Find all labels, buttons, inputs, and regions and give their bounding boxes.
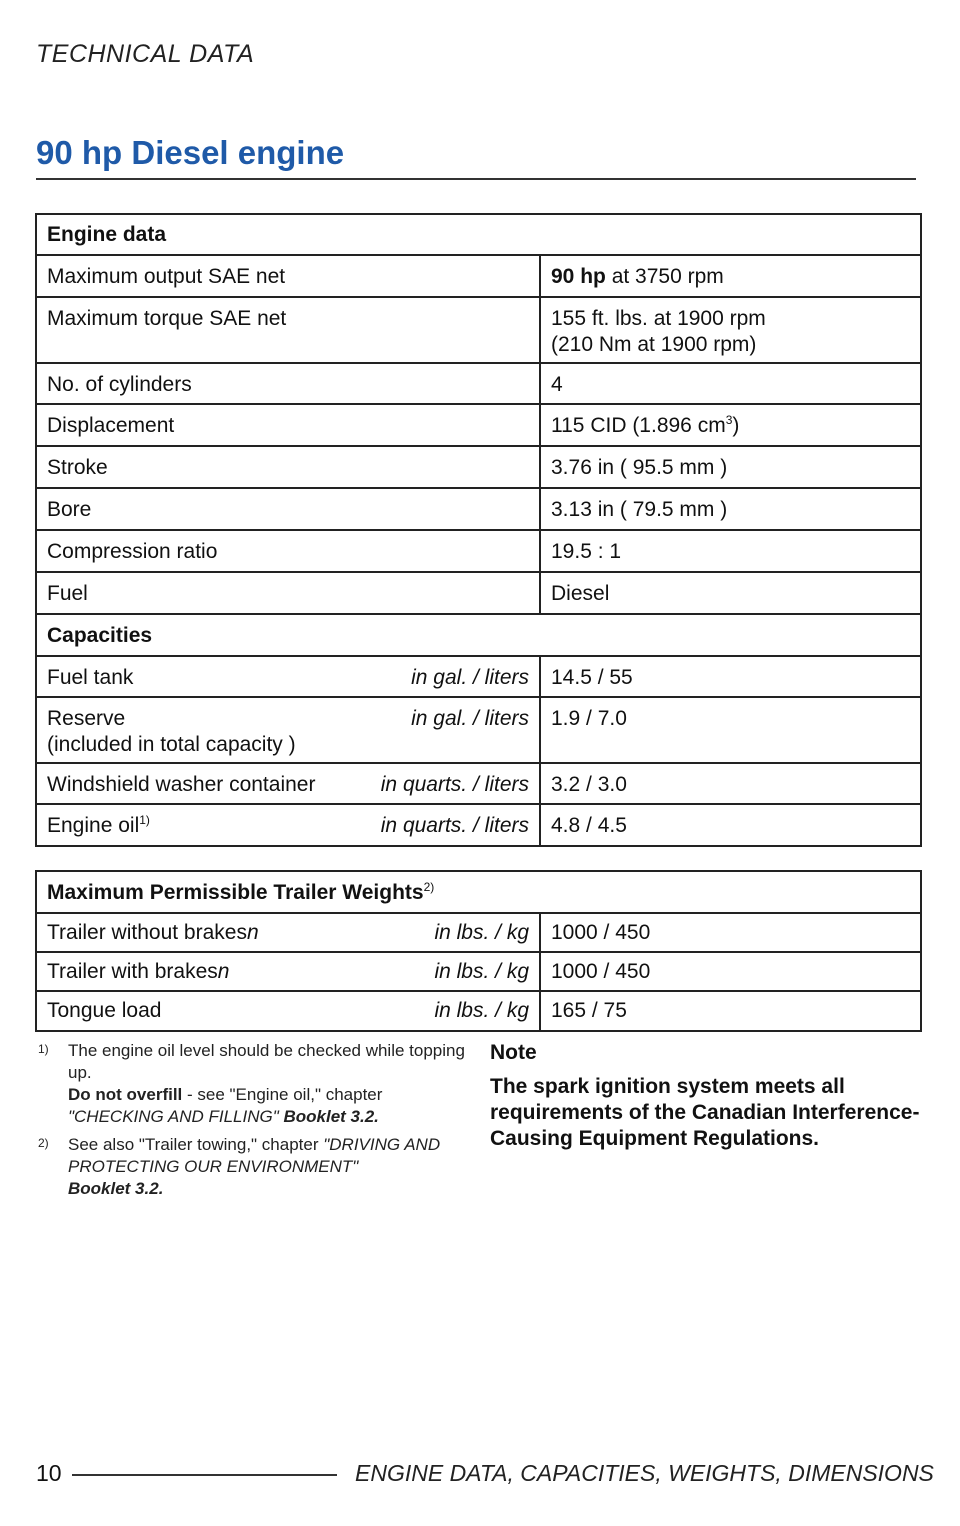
note-box bbox=[490, 1040, 930, 1152]
table-row-value: 1.9 / 7.0 bbox=[540, 697, 921, 763]
trailer-weights-table bbox=[35, 870, 922, 1032]
table-row-value: 4.8 / 4.5 bbox=[540, 804, 921, 846]
table-row-value: 1000 / 450 bbox=[540, 913, 921, 952]
table-row-label: Compression ratio bbox=[36, 530, 540, 572]
title-divider bbox=[36, 178, 916, 180]
table-row-value: 19.5 : 1 bbox=[540, 530, 921, 572]
table-row-label: Reserve (included in total capacity ) in gal. / liters bbox=[36, 697, 540, 763]
note-text: The spark ignition system meets all requirements of the Canadian Interference-Causing Equipment Regulations. bbox=[490, 1075, 920, 1150]
table-row-value: 4 bbox=[540, 363, 921, 404]
engine-data-heading: Engine data bbox=[36, 214, 921, 255]
footer-divider bbox=[72, 1474, 337, 1476]
table-row-label: Maximum torque SAE net bbox=[36, 297, 540, 363]
table-row-value: 14.5 / 55 bbox=[540, 656, 921, 697]
footnote-1: 1) The engine oil level should be checked while topping up. Do not overfill - see "Engine oil," chapter "CHECKING AND FILLING" Booklet 3.2. bbox=[38, 1041, 465, 1126]
table-row-value: 90 hp at 3750 rpm bbox=[540, 255, 921, 297]
engine-data-table bbox=[35, 213, 922, 847]
section-label: TECHNICAL DATA bbox=[36, 40, 255, 68]
note-title: Note bbox=[490, 1041, 537, 1064]
table-row-value: 165 / 75 bbox=[540, 991, 921, 1031]
footnote-2: 2) See also "Trailer towing," chapter "DRIVING AND PROTECTING OUR ENVIRONMENT" Booklet 3.2. bbox=[38, 1135, 441, 1198]
footnotes bbox=[38, 1040, 478, 1206]
table-row-label: Trailer with brakesn in lbs. / kg bbox=[36, 952, 540, 991]
table-row-label: Stroke bbox=[36, 446, 540, 488]
table-row-value: 3.13 in ( 79.5 mm ) bbox=[540, 488, 921, 530]
table-row-label: Bore bbox=[36, 488, 540, 530]
page-number: 10 bbox=[36, 1460, 62, 1486]
footer-text: ENGINE DATA, CAPACITIES, WEIGHTS, DIMENSIONS bbox=[355, 1460, 934, 1486]
table-row-value: 3.76 in ( 95.5 mm ) bbox=[540, 446, 921, 488]
page-title: 90 hp Diesel engine bbox=[36, 134, 345, 171]
table-row-label: Tongue load in lbs. / kg bbox=[36, 991, 540, 1031]
table-row-value: 115 CID (1.896 $cm^3$) bbox=[540, 404, 921, 446]
table-row-label: Trailer without brakesn in lbs. / kg bbox=[36, 913, 540, 952]
table-row-label: Fuel bbox=[36, 572, 540, 614]
table-row-value: 3.2 / 3.0 bbox=[540, 763, 921, 804]
table-row-label: Displacement bbox=[36, 404, 540, 446]
table-row-value: 1000 / 450 bbox=[540, 952, 921, 991]
table-row-value: Diesel bbox=[540, 572, 921, 614]
table-row-label: Maximum output SAE net bbox=[36, 255, 540, 297]
table-row-label: Fuel tank in gal. / liters bbox=[36, 656, 540, 697]
capacities-heading: Capacities bbox=[36, 614, 921, 656]
trailer-weights-heading: Maximum Permissible Trailer Weights$^{2)}$ bbox=[36, 871, 921, 913]
table-row-label: Windshield washer container in quarts. / liters bbox=[36, 763, 540, 804]
table-row-label: Engine oil$^{1)}$ in quarts. / liters bbox=[36, 804, 540, 846]
table-row-label: No. of cylinders bbox=[36, 363, 540, 404]
table-row-value: 155 ft. lbs. at 1900 rpm (210 Nm at 1900 rpm) bbox=[540, 297, 921, 363]
